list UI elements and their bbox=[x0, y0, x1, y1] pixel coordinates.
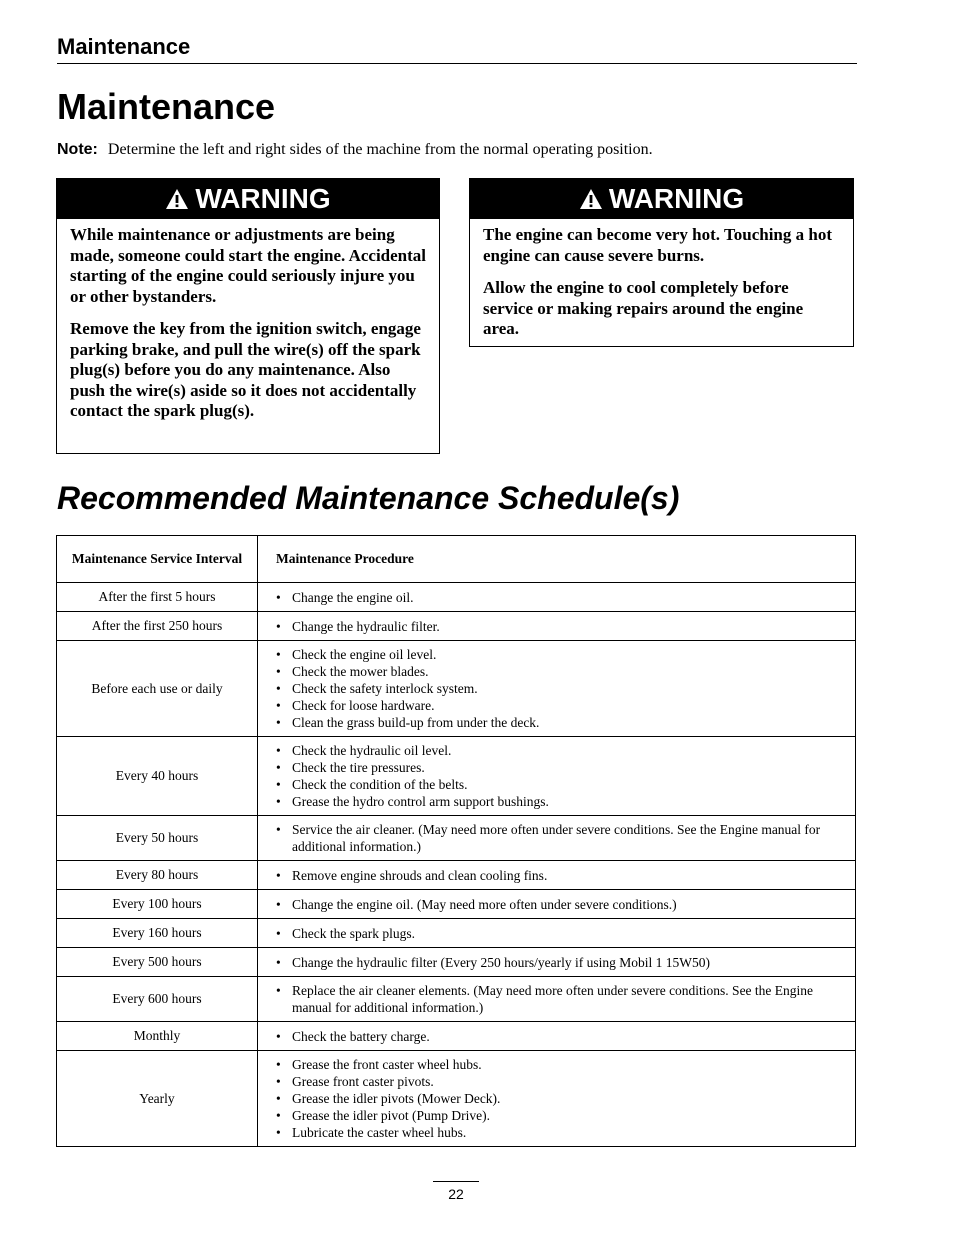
procedure-item: • Change the hydraulic filter (Every 250 hours/yearly if using Mobil 1 15W50) bbox=[276, 954, 843, 971]
procedure-item: • Grease the idler pivots (Mower Deck). bbox=[276, 1090, 843, 1107]
warning-paragraph: Allow the engine to cool completely before service or making repairs around the engine area. bbox=[483, 278, 804, 338]
procedure-item: • Check the battery charge. bbox=[276, 1028, 843, 1045]
table-row bbox=[57, 948, 856, 977]
interval-cell: Every 100 hours bbox=[57, 890, 258, 919]
table-row bbox=[57, 977, 856, 1022]
procedure-list bbox=[276, 896, 843, 913]
interval-cell: Every 160 hours bbox=[57, 919, 258, 948]
procedure-cell bbox=[258, 890, 856, 919]
warning-paragraph: The engine can become very hot. Touching a hot engine can cause severe burns. bbox=[483, 225, 832, 265]
column-header-interval: Maintenance Service Interval bbox=[57, 536, 258, 583]
procedure-cell bbox=[258, 816, 856, 861]
procedure-item: • Remove engine shrouds and clean cooling fins. bbox=[276, 867, 843, 884]
procedure-item: • Check the condition of the belts. bbox=[276, 776, 843, 793]
warning-title: WARNING bbox=[195, 183, 331, 214]
table-row bbox=[57, 612, 856, 641]
procedure-item: • Service the air cleaner. (May need more often under severe conditions. See the Engine manual for additional information.) bbox=[276, 821, 843, 855]
procedure-item: • Check for loose hardware. bbox=[276, 697, 843, 714]
procedure-item: • Grease front caster pivots. bbox=[276, 1073, 843, 1090]
procedure-cell bbox=[258, 948, 856, 977]
interval-cell: Every 40 hours bbox=[57, 737, 258, 816]
table-row bbox=[57, 583, 856, 612]
procedure-list bbox=[276, 982, 843, 1016]
procedure-item: • Check the hydraulic oil level. bbox=[276, 742, 843, 759]
warning-paragraph: Remove the key from the ignition switch, engage parking brake, and pull the wire(s) off the spark plug(s) before you do any maintenance. Also push the wire(s) aside so it does not accidentally contact the spark plug(s). bbox=[70, 319, 421, 420]
procedure-list bbox=[276, 646, 843, 731]
warning-title: WARNING bbox=[608, 183, 745, 214]
procedure-item: • Clean the grass build-up from under the deck. bbox=[276, 714, 843, 731]
procedure-cell bbox=[258, 612, 856, 641]
procedure-item: • Lubricate the caster wheel hubs. bbox=[276, 1124, 843, 1141]
interval-cell: After the first 5 hours bbox=[57, 583, 258, 612]
procedure-list bbox=[276, 618, 843, 635]
page-title: Maintenance bbox=[57, 86, 276, 127]
procedure-item: • Change the hydraulic filter. bbox=[276, 618, 843, 635]
section-title: Recommended Maintenance Schedule(s) bbox=[57, 480, 680, 516]
procedure-cell bbox=[258, 641, 856, 737]
procedure-item: • Check the mower blades. bbox=[276, 663, 843, 680]
page-number: 22 bbox=[433, 1181, 479, 1202]
interval-cell: Every 500 hours bbox=[57, 948, 258, 977]
procedure-item: • Check the safety interlock system. bbox=[276, 680, 843, 697]
table-row bbox=[57, 1022, 856, 1051]
warning-triangle-icon bbox=[579, 188, 603, 210]
warning-box-hot-engine bbox=[469, 178, 854, 347]
table-row bbox=[57, 641, 856, 737]
procedure-item: • Grease the idler pivot (Pump Drive). bbox=[276, 1107, 843, 1124]
procedure-list bbox=[276, 821, 843, 855]
procedure-cell bbox=[258, 1022, 856, 1051]
procedure-list bbox=[276, 867, 843, 884]
table-row bbox=[57, 861, 856, 890]
procedure-list bbox=[276, 589, 843, 606]
warning-box-ignition bbox=[56, 178, 440, 454]
column-header-procedure: Maintenance Procedure bbox=[258, 536, 856, 583]
procedure-item: • Grease the front caster wheel hubs. bbox=[276, 1056, 843, 1073]
maintenance-schedule-table bbox=[56, 535, 856, 1147]
table-row bbox=[57, 737, 856, 816]
procedure-list bbox=[276, 925, 843, 942]
table-row bbox=[57, 1051, 856, 1147]
procedure-item: • Replace the air cleaner elements. (May need more often under severe conditions. See the Engine manual for additional information.) bbox=[276, 982, 843, 1016]
procedure-item: • Grease the hydro control arm support bushings. bbox=[276, 793, 843, 810]
note-text: Determine the left and right sides of the machine from the normal operating position. bbox=[107, 141, 653, 158]
warning-triangle-icon bbox=[165, 188, 189, 210]
table-row bbox=[57, 890, 856, 919]
procedure-item: • Change the engine oil. (May need more often under severe conditions.) bbox=[276, 896, 843, 913]
procedure-cell bbox=[258, 977, 856, 1022]
warning-header bbox=[470, 179, 853, 219]
interval-cell: Monthly bbox=[57, 1022, 258, 1051]
warning-body bbox=[57, 219, 439, 430]
table-row bbox=[57, 816, 856, 861]
procedure-list bbox=[276, 1056, 843, 1141]
note bbox=[57, 141, 653, 159]
procedure-cell bbox=[258, 861, 856, 890]
interval-cell: Every 50 hours bbox=[57, 816, 258, 861]
procedure-list bbox=[276, 1028, 843, 1045]
table-body bbox=[57, 583, 856, 1147]
running-header: Maintenance bbox=[57, 34, 857, 64]
procedure-item: • Check the engine oil level. bbox=[276, 646, 843, 663]
procedure-item: • Check the spark plugs. bbox=[276, 925, 843, 942]
interval-cell: After the first 250 hours bbox=[57, 612, 258, 641]
procedure-item: • Check the tire pressures. bbox=[276, 759, 843, 776]
procedure-list bbox=[276, 742, 843, 810]
procedure-list bbox=[276, 954, 843, 971]
warning-header bbox=[57, 179, 439, 219]
procedure-cell bbox=[258, 919, 856, 948]
interval-cell: Before each use or daily bbox=[57, 641, 258, 737]
warning-paragraph: While maintenance or adjustments are being made, someone could start the engine. Accidental starting of the engine could seriously injure you or other bystanders. bbox=[70, 225, 427, 306]
table-row bbox=[57, 919, 856, 948]
note-label: Note: bbox=[57, 141, 98, 158]
procedure-cell bbox=[258, 583, 856, 612]
interval-cell: Yearly bbox=[57, 1051, 258, 1147]
table-header-row bbox=[57, 536, 856, 583]
interval-cell: Every 600 hours bbox=[57, 977, 258, 1022]
procedure-cell bbox=[258, 1051, 856, 1147]
interval-cell: Every 80 hours bbox=[57, 861, 258, 890]
procedure-cell bbox=[258, 737, 856, 816]
procedure-item: • Change the engine oil. bbox=[276, 589, 843, 606]
warning-body bbox=[470, 219, 853, 348]
